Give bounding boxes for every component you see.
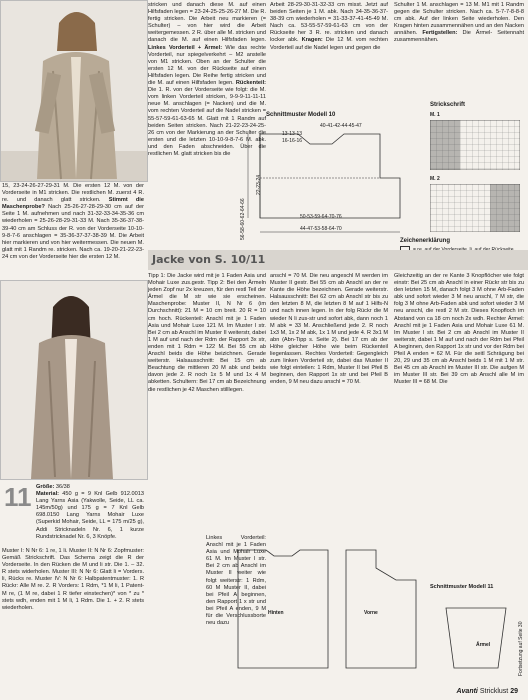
schnitt11-vorne: Vorne [364,610,378,616]
strickschrift-m2-chart [430,184,520,232]
schnitt10-left-label: 56-58-60-62-64-66 [240,198,246,240]
col4-bold1: Fertigstellen: [422,30,458,37]
col2-bold1: Linkes Vorderteil + Ärmel: [148,44,223,51]
text-block-3 [270,273,388,387]
schnitt10-side-label: 22-23-24 [256,174,262,195]
block2-text: Tipp 1: Die Jacke wird mit je 1 Faden Asia und Mohair Luxe zus.gestr. Tipp 2: Bei den Ärmeln jeden Zopf nur 2x kreuzen, für den restl Teil der Ärmel die M str wie sie erscheinen. Maschenprobe: Muster II, N Nr 6 (im Durchschnitt): 21 M = 10 cm breit. 20 R = 10 cm hoch. Rückenteil: Anschl mit je 1 Faden Asia und Mohair Luxe 121 M. Im Muster I str. Bei 2 cm ab Anschl im Muster II weiterstr, dabei 1 M auf und nach der Rdm der Rapport 3x str, enden mit 1 Rdm = 122 M. Bei 55 cm ab Anschl beids die Höhe beizichnen. Gerade weiterstr. Halsausschnitt: Bei 15 cm ab Beachtung die mittleren 20 M abk und beids davon jede 2. R noch 1x 5 M und 1x 4 M abketten. Schultern: Bei 17 cm ab Bezeichnung die restlichen je 42 Maschen stilllegen. [148,273,266,393]
m2-label: M. 2 [430,176,440,182]
muster-text: Muster I: N Nr 6: 1 re, 1 li. Muster II: N Nr 6: Zopfmuster: Gemäß Strickschrift. Das Schema zeigt die R der Vorderseite. In den Rücken die M und li str. Die 1. – 32. R stets widerholen. Muster III: N Nr 6: Glatt li = Vorders. li, Rücks re. Muster IV: N Nr 6: Halbpatentmuster: 1. R Rückr: Alle M re. 2. R Vorders: 1 Rdm, *1 M li, 1 Patent-M re, (1 M re, dabei 1 R tiefer einstechen)* von * zu * stets wdh, enden mit 1 M li, 1 Rdm. Die 1. + 2. R stets wiederholen. [2,548,144,611]
col3-text: Arbeit 28-29-30-31-32-33 cm misst. Jetzt auf beiden Seiten je 1 M. abk. Nach 34-35-36-37-38-39 cm wiederholen = 31-33-37-41-45-49 M. Nach ca. 53-55-57-59-61-63 cm von der Rückseite her 3 R. re. stricken und danach locker abk. [270,2,388,44]
block3-text: anschl = 70 M. Die neu angeschl M werden im Muster II gestr. Bei 55 cm ab Anschl an der re Kante die Höhe bezeichnen. Gerade weiterstr. Halsausschnitt: Bei 62 cm ab Anschl str bis zu den letzten 8 M, die letzten 8 M auf 1 Hilfs-N und nach innen legen. In der folg Rückr die M wieder N li zus-str und sofort abk, dann noch 1 M abk = 33 M. Anschließend jede 2. R noch 1x3 M, 1x 2 M abk, 1x 1 M und jede 4. R 3x1 M abn (Abn-Tipp s. Seite 2). Bei 17 cm ab der Höhe gleicher Höhe wie beim Rückenteil liegenlassen. Rechtes Vorderteil: Gegengleich zum linken Vorderteil str, dabei das Muster II wie folgt einteilen: 1 Rdm, Muster II bei Pfeil B beginnen, den Rapport 1x str und bei Pfeil B enden, 9 M neu dazu anschl = 70 M. [270,273,388,386]
footer-title: Stricklust [479,688,509,695]
col1-text: 15, 23-24-26-27-29-31 M. Die ersten 12 M. von der Vorderseite in M1 stricken. Die restlichen M. zuerst 4 R. re. und danach glatt stricken. [2,183,144,204]
section-banner [148,250,528,270]
col2-text2: Wie das rechte Vorderteil, nur spiegelverkehrt – M2 anstelle von M1 stricken. Oben an der Schulter die ersten 12 M. von der Rückseite auf einen Hilfsfaden legen. Die Reihe fertig stricken und die M. auf einen Hilfsfaden legen. [148,44,266,87]
block5-text: Linkes Vorderteil: Anschl mit je 1 Faden Asia und Mohair Luxe 61 M. Im Muster I str. Bei 2 cm ab Anschl im Muster II weiter wie folgt weiterstr: 1 Rdm, 60 M Muster II, dabei bei Pfeil A beginnen, den Rapport 1 x str und bei Pfeil A enden, 9 M für die Verschlussborte neu dazu [206,535,266,627]
col1-bold: Stimmt die Maschenprobe? [2,197,144,211]
schnitt10-neck2-label: 16-16-16 [282,138,303,144]
zeichenerklaerung-title: Zeichenerklärung [400,238,451,244]
schnittmuster-11-diagram [226,538,516,678]
text-block-2 [148,273,266,394]
col2-text: stricken und danach diese M. auf einen Hilfsfaden legen = 23-24-25-25-26-27 M. Die R. fertig stricken. Die Arbeit neu markieren (= Schulter) – von hier wird die Arbeit weitergemessen. 2 R. über alle M. stricken und danach die M. auf einen Hilfsfaden legen. [148,2,266,44]
text-column-1 [2,183,144,261]
text-block-1 [36,484,144,541]
material-text: 450 g = 9 Knl Gelb 912.0013 Lang Yarns Asia (Yakwolle, Seide, LL ca. 145m/50g) und 175 g = 7 Knl Gelb 698.0150 Lang Yarns Mohair Luxe (Superkid Mohair, Seide, LL = 175 m/25 g), Addi Stricknadeln Nr. 6, 1 kurze Rundstricknadel Nr. 6, 3 Knöpfe. [36,491,144,540]
schnitt10-mid-label: 50-53-59-64-70-76 [300,214,342,220]
schnitt10-neck-label: 13-13-13 [282,131,303,137]
page-number: 29 [510,688,518,695]
model-photo-bottom [0,280,148,480]
material-label: Material: [36,491,60,498]
schnitt10-bottom-label: 44-47-53-58-64-70 [300,226,342,232]
text-block-4 [394,273,524,387]
size-value: 36/38 [55,484,70,490]
size-label: Größe: [36,484,55,490]
text-column-3 [270,2,388,52]
text-column-4 [394,2,524,45]
col4-text2: Die Ärmel- Seitennaht zusammennähen. [394,30,524,44]
side-note: Fortsetzung auf Seite 30 [518,621,524,676]
strickschrift-m1-chart [430,120,520,170]
col2-text3: Die 1. R. von der Vorderseite wie folgt: die M. vom linken Vorderteil stricken, 9-9-9-11-11-11 neue M. anschlagen (= Nacken) und die M. vom rechten Vorderteil auf die Nadel stricken = 55-57-59-61-63-65 M. Glatt mit 1 Randm auf beiden Seiten stricken. Nach 21-22-23-24-25-26 cm von der Markierung an der Schulter die ersten und die letzten 10-10-9-8-7-6 M. abk. und den Faden abschneiden. Über die restlichen M. glatt stricken bis die [148,87,266,157]
schnittmuster-11-title: Schnittmuster Modell 11 [430,584,494,590]
model-photo-top-image [1,1,147,181]
text-block-1b [2,548,144,612]
col2-bold2: Rückenteil: [235,80,267,87]
footer-magazine: Avanti [456,688,478,695]
strickschrift-title: Strickschrift [430,102,466,108]
col3-text2: Die 12 M. vom rechten Vorderteil auf die Nadel legen und gegen die [270,37,388,51]
block4-text: Gleichzeitig an der re Kante 3 Knopflöcher wie folgt einstr: Bei 25 cm ab Anschl in einer Rückr str bis zu den letzten 15 M, danach folgt 3 M ohne Arb-Faden abk und sofort wieder 3 M neu anschl, 7 M str, die folg 3 M ohne Arb-Faden abk und sofort wieder 3 M neu anschl, die restl 2 M str. Dieses Knopfloch im Abstand von ca 18 cm noch 2x wdh. Rechter Ärmel: Anschl mit je 1 Faden Asia und Mohair Luxe 61 M. Im Muster I str. Bei 2 cm ab Anschl im Muster II weiterstr, dabei 1 M auf und nach der Rdm bei Pfeil A beginnen, den Rapport 1x str und vor der Rdm bei Pfeil A enden = 62 M. Für die seitl Schrägung bei 20, 29 und 35 cm ab Anschl beids 1 M mit 1 M str. Bei 45 cm ab Anschl im Muster III str. Die aufgen M im Muster III str. Bei 39 cm ab Anschl alle M im Muster III = 68 M. Die [394,273,524,386]
banner-title: Jacke von S. 10/11 [152,253,266,266]
m1-label: M. 1 [430,112,440,118]
schnitt11-aermel: Ärmel [476,642,491,648]
model-number: 11 [4,482,32,512]
col1-text2: Nach 25-26-27-28-29-30 cm auf der Seite 1 M. aufnehmen und nach 31-32-33-34-35-36 cm wiederholen = 25-26-28-29-31-33 M. Nach 35-36-37-38-39-40 cm am Schluss der R. von der Vorderseite 10-10-9-8-7-6 anschlagen = 35-36-37-37-38-39 M. Die Arbeit hier markieren und von hier weitermessen. Die neuen M. glatt mit 1 Randm re. stricken. Nach ca. 19-20-21-22-23-24 cm von der Vorderseite hier die ersten 12 M. [2,204,144,260]
schnittmuster-10-title: Schnittmuster Modell 10 [266,112,336,118]
page-footer [456,688,518,695]
col3-bold1: Kragen: [301,37,323,44]
model-photo-top [0,0,148,182]
model-photo-bottom-image [1,281,147,479]
col4-text: Schulter 1 M. anschlagen = 13 M. M1 mit 1 Randm gegen die Schulter stricken. Nach ca. 5-7-7-8-8-8 cm abk. Auf der linken Seite wiederholen. Den Kragen hinten zusammennähen und an den Nacken annähen. [394,2,524,37]
schnitt10-top-label: 40-41-42-44-45-47 [320,123,362,129]
schnitt11-hinten: Hinten [268,610,284,616]
